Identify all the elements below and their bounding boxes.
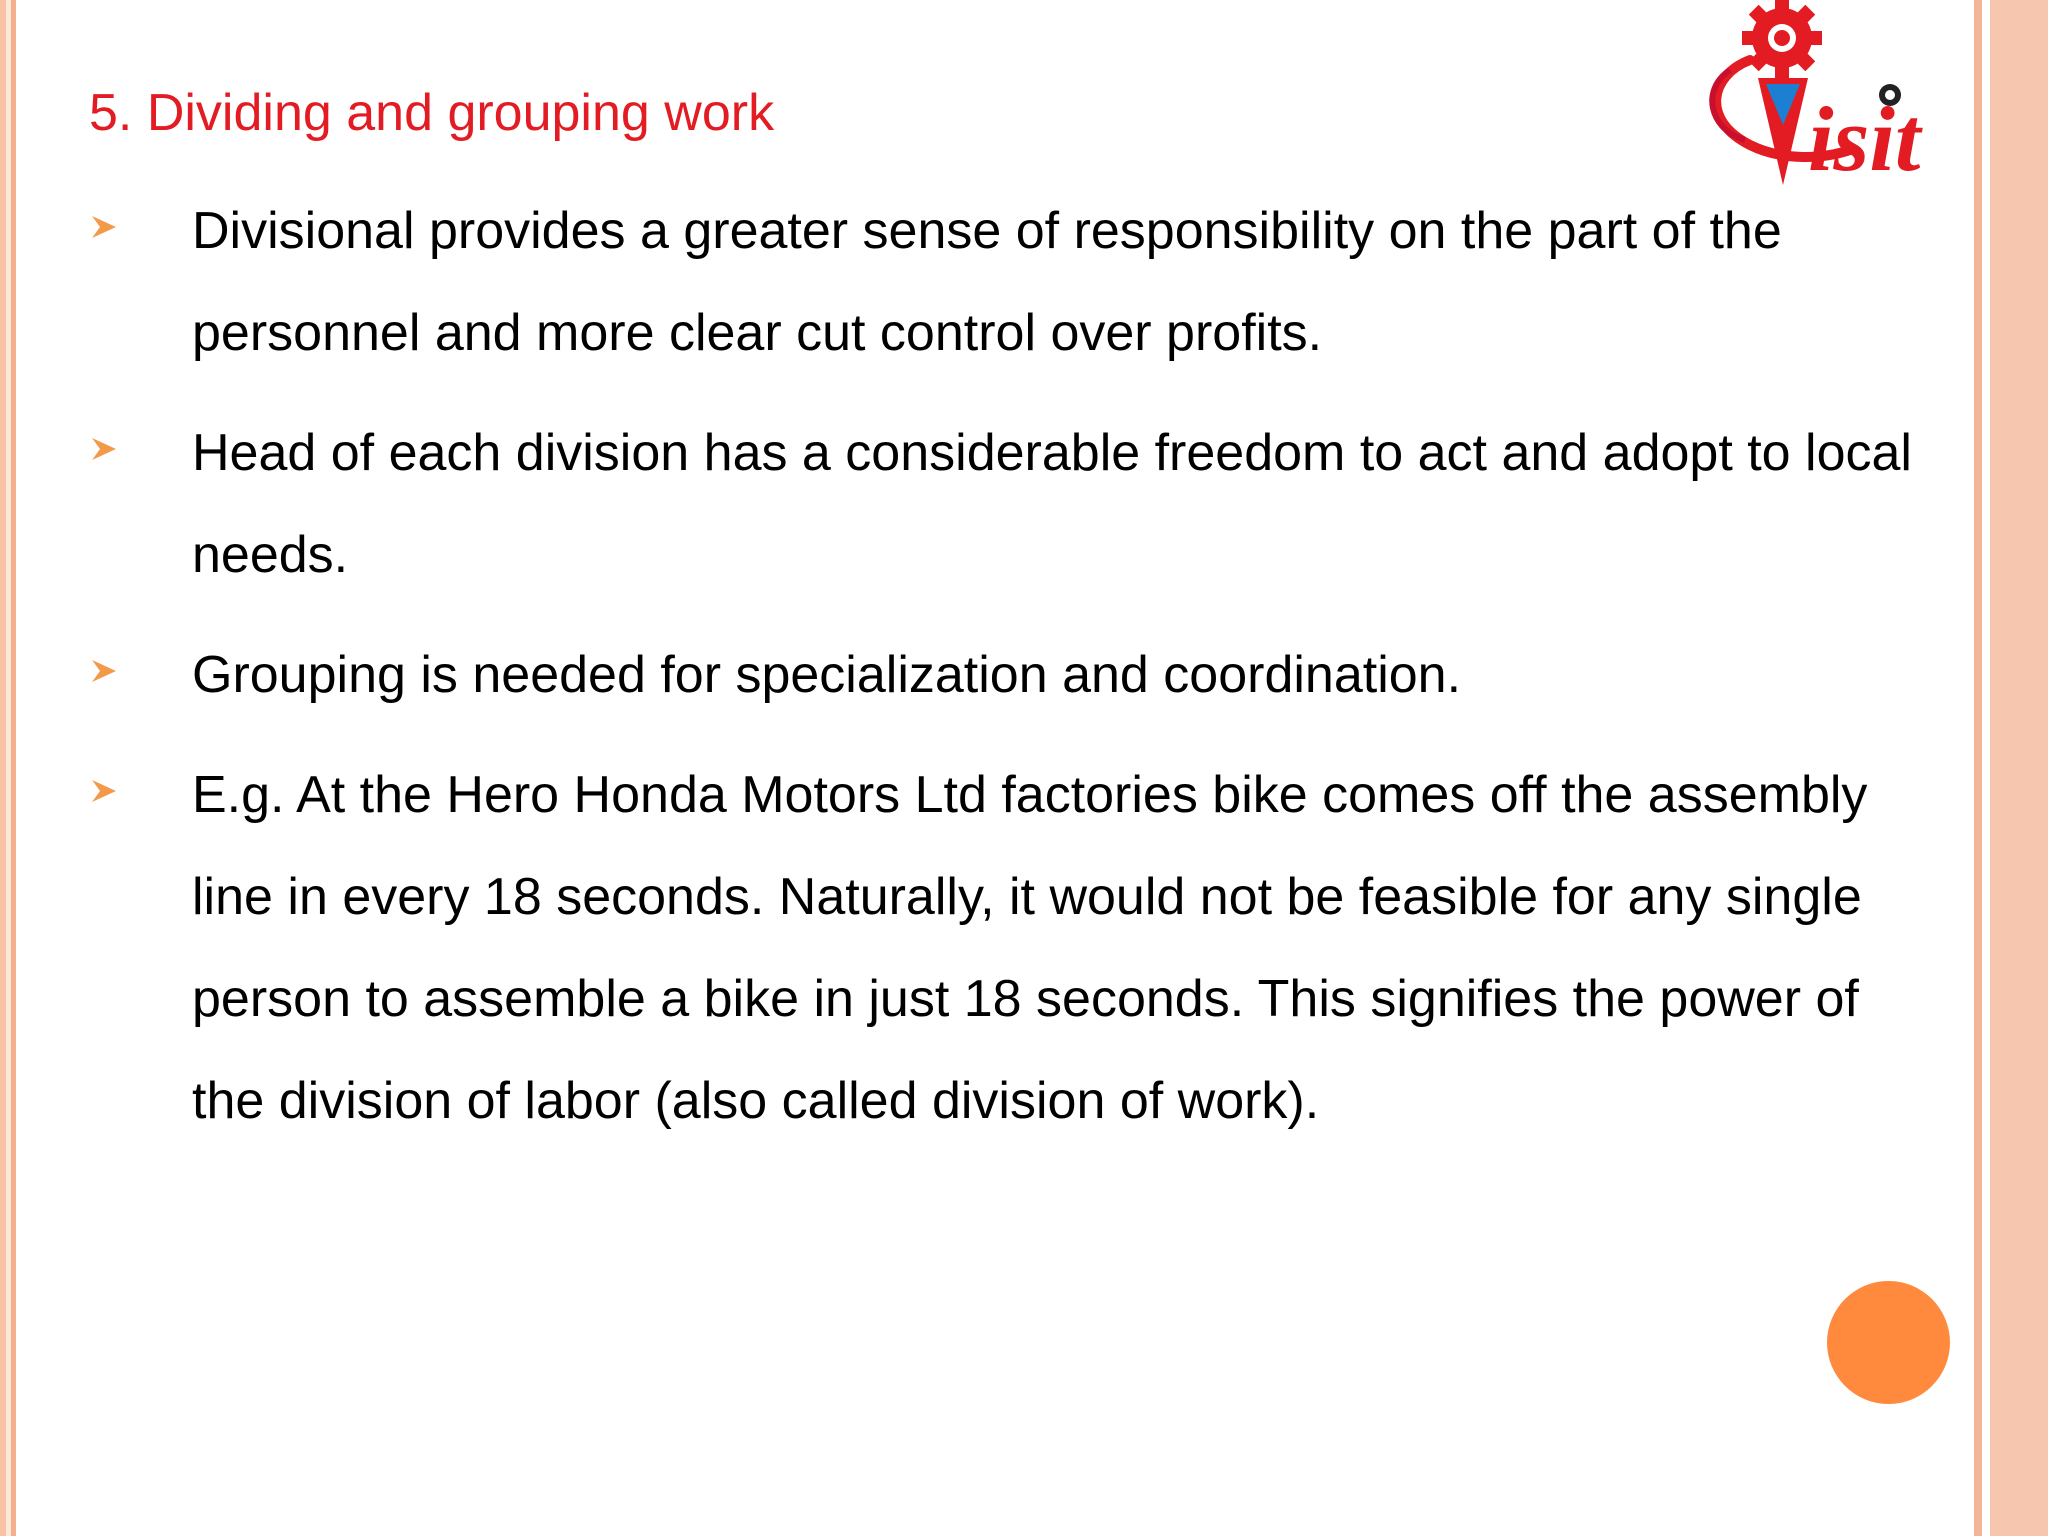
left-border-decoration xyxy=(0,0,20,1536)
list-item xyxy=(89,744,1909,1152)
bullet-text: Head of each division has a considerable freedom to act and adopt to local needs. xyxy=(192,424,1912,584)
list-item xyxy=(89,180,1909,384)
arrow-bullet-icon xyxy=(89,776,119,806)
gear-logo-icon xyxy=(1690,0,1950,190)
bullet-text: E.g. At the Hero Honda Motors Ltd factories bike comes off the assembly line in every 18 seconds. Naturally, it would not be feasible for any single person to assemble a bike in just 18 seconds. This signifies the power of the division of labor (also called division of work). xyxy=(192,766,1868,1130)
isit-logo xyxy=(1690,0,1950,190)
decorative-orange-circle xyxy=(1827,1281,1950,1404)
arrow-bullet-icon xyxy=(89,434,119,464)
arrow-bullet-icon xyxy=(89,656,119,686)
list-item xyxy=(89,402,1912,606)
bullet-list xyxy=(89,180,1912,1170)
arrow-bullet-icon xyxy=(89,212,119,242)
slide-title: 5. Dividing and grouping work xyxy=(89,84,775,142)
bullet-text: Grouping is needed for specialization and coordination. xyxy=(192,646,1462,704)
right-border-decoration xyxy=(1964,0,2048,1536)
svg-text:isit: isit xyxy=(1808,88,1921,190)
list-item xyxy=(89,624,1909,726)
bullet-text: Divisional provides a greater sense of responsibility on the part of the personnel and more clear cut control over profits. xyxy=(192,202,1782,362)
